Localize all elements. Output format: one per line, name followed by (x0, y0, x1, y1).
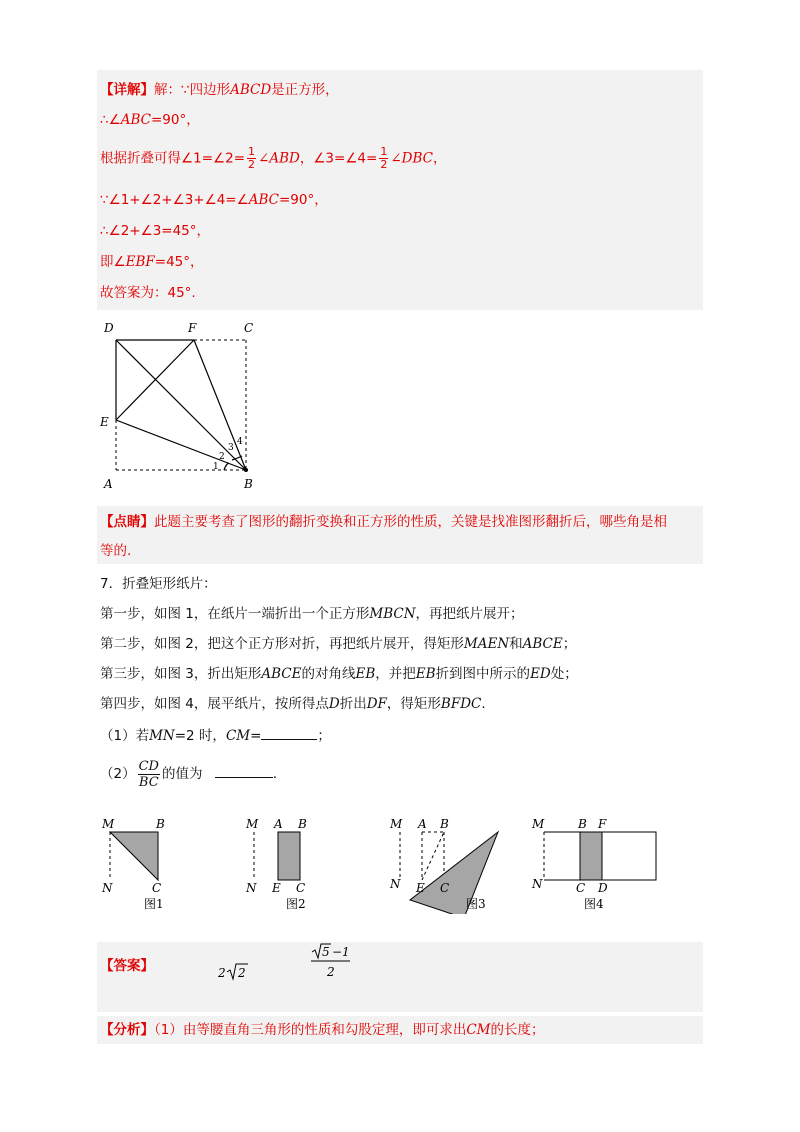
analysis-tag: 【分析】 (100, 1022, 154, 1038)
solution-line-1 (100, 80, 339, 100)
fig4-label-f: F (598, 817, 607, 831)
answer-1-coef: 2 (218, 966, 226, 980)
fig3-label-e: E (416, 881, 425, 895)
solution-line-5: ∴∠2+∠3=45°， (100, 223, 211, 239)
q1-end: ； (317, 728, 331, 744)
solution-tag: 【详解】 (100, 82, 154, 98)
point-b (244, 468, 248, 472)
fig2-label-m: M (246, 817, 259, 831)
comment-text-1: 此题主要考查了图形的翻折变换和正方形的性质，关键是找准图形翻折后，哪些角是相 (154, 514, 667, 530)
frac-num-2: 1 (380, 145, 388, 158)
fig2-label-a: A (274, 817, 283, 831)
line2-angle: ABC (120, 112, 151, 128)
angle-label-1: 1 (213, 462, 219, 472)
problem-step-4 (100, 694, 486, 714)
q1-cm: CM (225, 728, 251, 744)
solution-line-6 (100, 252, 204, 272)
step4-post: . (481, 696, 486, 712)
frac-den: 2 (248, 158, 256, 171)
fig1-caption: 图1 (144, 897, 164, 911)
step2-pre: 第二步，如图 2，把这个正方形对折，再把纸片展开，得矩形 (100, 636, 464, 652)
fig3-label-n: N (390, 877, 401, 891)
half-fraction-2 (379, 146, 388, 171)
figure-1 (98, 814, 178, 914)
answer-2-denominator: 2 (327, 965, 335, 979)
line4: ∵∠1+∠2+∠3+∠4=∠ (100, 192, 249, 208)
fig3-label-a: A (418, 817, 427, 831)
answer-tag-line (100, 956, 154, 976)
step1-post: ，再把纸片展开； (415, 606, 524, 622)
fig3-diagonal-eb (422, 832, 444, 880)
q2-num: CD (138, 758, 159, 774)
step3-eb-1: EB (355, 666, 376, 682)
fig1-label-n: N (102, 881, 113, 895)
analysis-post: 的长度； (490, 1022, 545, 1038)
label-d: D (104, 321, 114, 335)
frac-num: 1 (248, 145, 256, 158)
square-name: ABCD (230, 82, 272, 98)
step3-pre: 第三步，如图 3，折出矩形 (100, 666, 262, 682)
line3-end: ， (432, 150, 447, 167)
solution-line-2 (100, 110, 200, 130)
answer-1-radicand: 2 (238, 966, 246, 980)
analysis-line (100, 1020, 545, 1040)
figure-4 (528, 814, 664, 914)
step4-mid: 折出 (339, 696, 367, 712)
step3-mid-3: 折到图中所示的 (435, 666, 531, 682)
problem-step-1 (100, 604, 524, 624)
step3-rect: ABCE (261, 666, 302, 682)
angle-arc-1 (224, 463, 229, 470)
step3-mid-2: ，并把 (375, 666, 416, 682)
fig1-label-c: C (152, 881, 162, 895)
fig2-label-c: C (296, 881, 306, 895)
cd-over-bc-fraction (138, 759, 160, 790)
q2-post: 的值为 (161, 766, 203, 782)
q2-answer-blank[interactable] (215, 777, 273, 778)
step2-rect-2: ABCE (522, 636, 563, 652)
step1-pre: 第一步，如图 1，在纸片一端折出一个正方形 (100, 606, 370, 622)
frac-den-2: 2 (380, 158, 388, 171)
problem-step-3 (100, 664, 578, 684)
line3-pre: 根据折叠可得∠1=∠2= (100, 150, 246, 167)
angle-dbc: ∠DBC (390, 150, 433, 167)
label-b: B (244, 477, 253, 491)
fig4-label-d: D (598, 881, 608, 895)
q1-mid: =2 时， (174, 728, 226, 744)
question-1 (100, 726, 331, 746)
line6-post: =45°， (154, 254, 204, 270)
is-square-text: 是正方形， (271, 82, 339, 98)
angle-abd: ∠ABD (258, 150, 300, 167)
folded-triangle (110, 832, 158, 880)
figure-3 (384, 814, 504, 914)
analysis-cm: CM (466, 1022, 491, 1038)
step3-eb-2: EB (415, 666, 436, 682)
line2-pre: ∴∠ (100, 112, 121, 128)
q2-den: BC (138, 774, 159, 790)
solution-line-7: 故答案为：45°. (100, 285, 196, 301)
fig1-label-m: M (102, 817, 115, 831)
fig2-label-e: E (272, 881, 281, 895)
comment-tag: 【点睛】 (100, 514, 154, 530)
line3-mid: ，∠3=∠4= (299, 150, 378, 167)
step2-rect-1: MAEN (463, 636, 510, 652)
fig4-label-c: C (576, 881, 586, 895)
step4-d: D (328, 696, 340, 712)
answer-tag: 【答案】 (100, 958, 154, 974)
step3-ed: ED (530, 666, 551, 682)
answer-2-radicand: 5 (322, 945, 330, 959)
line6-angle: EBF (125, 254, 155, 270)
angle-label-2: 2 (219, 452, 225, 462)
line2-post: =90°， (150, 112, 200, 128)
square-fold-figure (96, 316, 266, 496)
q2-pre: （2） (100, 766, 136, 782)
step4-df: DF (366, 696, 387, 712)
q1-eq: = (250, 728, 262, 744)
angle-label-3: 3 (228, 443, 234, 453)
fig2-label-n: N (246, 881, 257, 895)
fig4-label-n: N (532, 877, 543, 891)
problem-heading: 7．折叠矩形纸片： (100, 576, 217, 592)
solution-intro: 解：∵四边形 (154, 82, 231, 98)
step3-mid-1: 的对角线 (301, 666, 356, 682)
q1-pre: （1）若 (100, 728, 150, 744)
fig1-label-b: B (156, 817, 165, 831)
q1-mn: MN (149, 728, 175, 744)
line6-pre: 即∠ (100, 254, 126, 270)
step4-pre: 第四步，如图 4，展平纸片，按所得点 (100, 696, 329, 712)
question-2 (100, 756, 277, 792)
half-fraction-1 (247, 146, 256, 171)
answer-1 (218, 960, 258, 984)
step4-mid-2: ，得矩形 (386, 696, 441, 712)
answer-block (97, 942, 703, 1012)
label-f: F (188, 321, 197, 335)
angle-label-4: 4 (237, 437, 243, 447)
fig2-caption: 图2 (286, 897, 306, 911)
answer-2-minus-one: −1 (332, 945, 350, 959)
fig4-caption: 图4 (584, 897, 604, 911)
problem-step-2 (100, 634, 576, 654)
analysis-pre: （1）由等腰直角三角形的性质和勾股定理，即可求出 (154, 1022, 467, 1038)
fig3-label-b: B (440, 817, 449, 831)
fig4-label-b: B (578, 817, 587, 831)
solution-line-4 (100, 190, 328, 210)
fig3-caption: 图3 (466, 897, 486, 911)
fig3-label-m: M (390, 817, 403, 831)
fig2-rect-abce (278, 832, 300, 880)
q2-end: . (272, 766, 278, 782)
q1-answer-blank[interactable] (261, 739, 317, 740)
answer-2 (310, 942, 360, 982)
step3-post: 处； (550, 666, 578, 682)
edge-fb (194, 340, 246, 470)
step1-rect: MBCN (369, 606, 416, 622)
fig4-label-m: M (532, 817, 545, 831)
fig2-label-b: B (298, 817, 307, 831)
line4-post: =90°， (278, 192, 328, 208)
step2-post: ； (562, 636, 577, 652)
diagonal-db (116, 340, 246, 470)
figure-2 (242, 814, 322, 914)
edge-eb (116, 420, 246, 470)
label-c: C (244, 321, 254, 335)
label-a: A (104, 477, 113, 491)
label-e: E (100, 415, 109, 429)
solution-line-3 (100, 146, 446, 171)
line4-angle: ABC (248, 192, 279, 208)
fig4-rect-bfdc (580, 832, 602, 880)
comment-line-2: 等的. (100, 543, 132, 559)
comment-line-1 (100, 512, 667, 532)
step4-rect: BFDC (440, 696, 482, 712)
step2-and: 和 (509, 636, 523, 652)
fig3-label-c: C (440, 881, 450, 895)
